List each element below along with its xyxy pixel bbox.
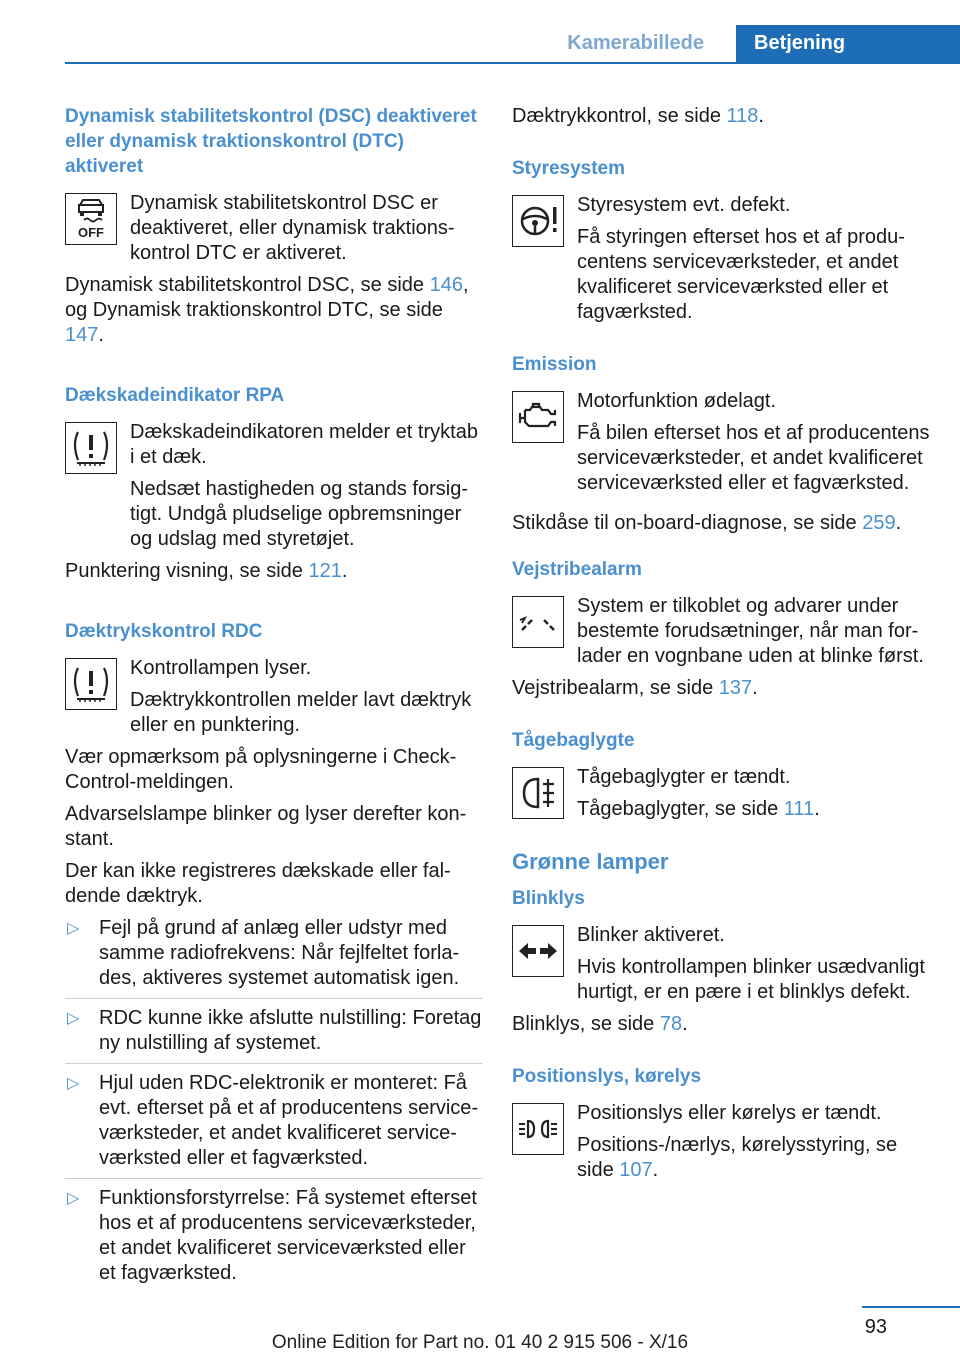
fog-reference: Tågebaglygter, se side 111. bbox=[577, 798, 820, 820]
tab-betjening[interactable]: Betjening bbox=[736, 25, 960, 62]
page-link-121[interactable]: 121 bbox=[308, 560, 342, 582]
steering-entry bbox=[512, 193, 932, 325]
rpa-heading: Dækskadeindikator RPA bbox=[65, 385, 285, 406]
emission-reference: Stikdåse til on-board-diagnose, se side 259. bbox=[512, 512, 902, 534]
rdc-description-2: Dæktrykkontrollen melder lavt dæktryk eller en punktering. bbox=[130, 689, 472, 736]
position-reference: Positions-/nærlys, kørelysstyring, se side 107. bbox=[577, 1134, 898, 1181]
tire-warning-icon bbox=[65, 422, 117, 474]
steering-description-2a: Få styringen efterset hos et af producentens serviceværksteder, et andet kvalificeret serviceværksted eller et fagværksted. bbox=[577, 226, 905, 323]
turn-heading: Blinklys bbox=[512, 888, 585, 909]
rdc-heading: Dæktrykskontrol RDC bbox=[65, 621, 263, 642]
page-link-107[interactable]: 107 bbox=[619, 1159, 653, 1181]
rpa-entry bbox=[65, 420, 483, 474]
rear-fog-icon bbox=[512, 767, 564, 819]
turn-entry bbox=[512, 923, 932, 1005]
fog-heading: Tågebaglygte bbox=[512, 730, 635, 751]
turn-signal-icon bbox=[512, 925, 564, 977]
rdc-paragraph-1: Vær opmærksom på oplysningerne i Check-Control-meldingen. bbox=[65, 746, 457, 793]
page-link-259[interactable]: 259 bbox=[862, 512, 896, 534]
tab-kamerabillede[interactable]: Kamerabillede bbox=[567, 32, 704, 54]
page-link-137[interactable]: 137 bbox=[718, 677, 753, 699]
emission-description-2: Få bilen efterset hos et af producentens serviceværksteder, et andet kvalificeret serviceværksted eller et fagværksted. bbox=[577, 422, 930, 494]
footer-rule bbox=[862, 1306, 960, 1308]
turn-description-2: Hvis kontrollampen blinker usædvanligt hurtigt, er en pære i et blinklys defekt. bbox=[577, 956, 925, 1003]
lane-entry bbox=[512, 594, 932, 669]
steering-warning-icon bbox=[512, 195, 564, 247]
rpa-description-1: Dækskadeindikatoren melder et tryktab i et dæk. bbox=[130, 421, 478, 468]
dsc-reference: Dynamisk stabilitetskontrol DSC, se side 146, og Dynamisk traktionskontrol DTC, se side 147. bbox=[65, 274, 469, 346]
position-heading: Positionslys, kørelys bbox=[512, 1066, 702, 1087]
green-lamps-heading: Grønne lamper bbox=[512, 849, 669, 874]
tire-warning-icon bbox=[65, 658, 117, 710]
lane-departure-icon bbox=[512, 596, 564, 648]
steering-description-1: Styresystem evt. defekt. bbox=[577, 194, 791, 216]
list-item: ▷ Funktionsforstyrrelse: Få systemet efterset hos et af producentens serviceværksteder, et andet kvalificeret serviceværksted eller et fagværksted. bbox=[67, 1187, 477, 1284]
lane-reference: Vejstribealarm, se side 137. bbox=[512, 677, 758, 699]
rdc-paragraph-2: Advarselslampe blinker og lyser derefter konstant. bbox=[65, 803, 467, 850]
fog-entry bbox=[512, 765, 932, 822]
list-item: ▷ RDC kunne ikke afslutte nulstilling: Foretag ny nulstilling af systemet. bbox=[65, 1006, 483, 1064]
emission-heading: Emission bbox=[512, 354, 597, 375]
page-number: 93 bbox=[864, 1316, 887, 1338]
page-link-111[interactable]: 111 bbox=[783, 798, 815, 820]
emission-description-1: Motorfunktion ødelagt. bbox=[577, 390, 776, 412]
triangle-bullet-icon: ▷ bbox=[67, 1075, 80, 1092]
turn-reference: Blinklys, se side 78. bbox=[512, 1013, 688, 1035]
page-link-147[interactable]: 147 bbox=[65, 324, 99, 346]
triangle-bullet-icon: ▷ bbox=[67, 920, 80, 937]
position-description-1: Positionslys eller kørelys er tændt. bbox=[577, 1102, 882, 1124]
page-link-118[interactable]: 118 bbox=[726, 105, 759, 127]
edition-note: Online Edition for Part no. 01 40 2 915 506 - X/16 bbox=[271, 1332, 689, 1353]
triangle-bullet-icon: ▷ bbox=[67, 1190, 80, 1207]
lane-heading: Vejstribealarm bbox=[512, 559, 642, 580]
right-column bbox=[512, 104, 932, 1190]
dsc-entry bbox=[65, 191, 483, 266]
rdc-entry bbox=[65, 656, 483, 738]
rdc-reference: Dæktrykkontrol, se side 118. bbox=[512, 105, 764, 127]
emission-entry bbox=[512, 389, 932, 496]
engine-icon bbox=[512, 391, 564, 443]
list-item: ▷ Hjul uden RDC-elektronik er monteret: Få evt. efterset på et af producentens serviceværksteder, et andet kvalificeret serviceværksted eller et fagværksted. bbox=[65, 1071, 483, 1179]
list-item: ▷ Fejl på grund af anlæg eller udstyr med samme radiofrekvens: Når fejlfeltet forlades, aktiveres systemet automatisk igen. bbox=[65, 916, 483, 999]
turn-description-1: Blinker aktiveret. bbox=[577, 924, 725, 946]
left-column bbox=[65, 104, 483, 1300]
rdc-bullet-list bbox=[65, 916, 483, 1293]
triangle-bullet-icon: ▷ bbox=[67, 1010, 80, 1027]
fog-description-1: Tågebaglygter er tændt. bbox=[577, 766, 791, 788]
dsc-off-icon-text: OFF bbox=[78, 225, 104, 240]
dsc-description: Dynamisk stabilitetskontrol DSC er deaktiveret, eller dynamisk traktionskontrol DTC er aktiveret. bbox=[130, 192, 455, 264]
dsc-off-icon bbox=[65, 193, 117, 245]
position-entry bbox=[512, 1101, 932, 1183]
dsc-heading: Dynamisk stabilitetskontrol (DSC) deaktiveret eller dynamisk traktionskontrol (DTC) aktiveret bbox=[65, 106, 477, 177]
page-link-146[interactable]: 146 bbox=[429, 274, 463, 296]
rpa-reference: Punktering visning, se side 121. bbox=[65, 560, 348, 582]
page-header bbox=[65, 25, 960, 64]
rpa-description-2a: Nedsæt hastigheden og stands forsigtigt. Undgå pludselige opbremsninger og udslag med styretøjet. bbox=[130, 478, 468, 550]
steering-heading: Styresystem bbox=[512, 158, 626, 179]
page-link-78[interactable]: 78 bbox=[659, 1013, 683, 1035]
rdc-paragraph-3: Der kan ikke registreres dækskade eller faldende dæktryk. bbox=[65, 860, 451, 907]
position-light-icon bbox=[512, 1103, 564, 1155]
lane-description: System er tilkoblet og advarer under bestemte forudsætninger, når man forlader en vognbane uden at blinke først. bbox=[577, 595, 924, 667]
rdc-description-1: Kontrollampen lyser. bbox=[130, 657, 312, 679]
